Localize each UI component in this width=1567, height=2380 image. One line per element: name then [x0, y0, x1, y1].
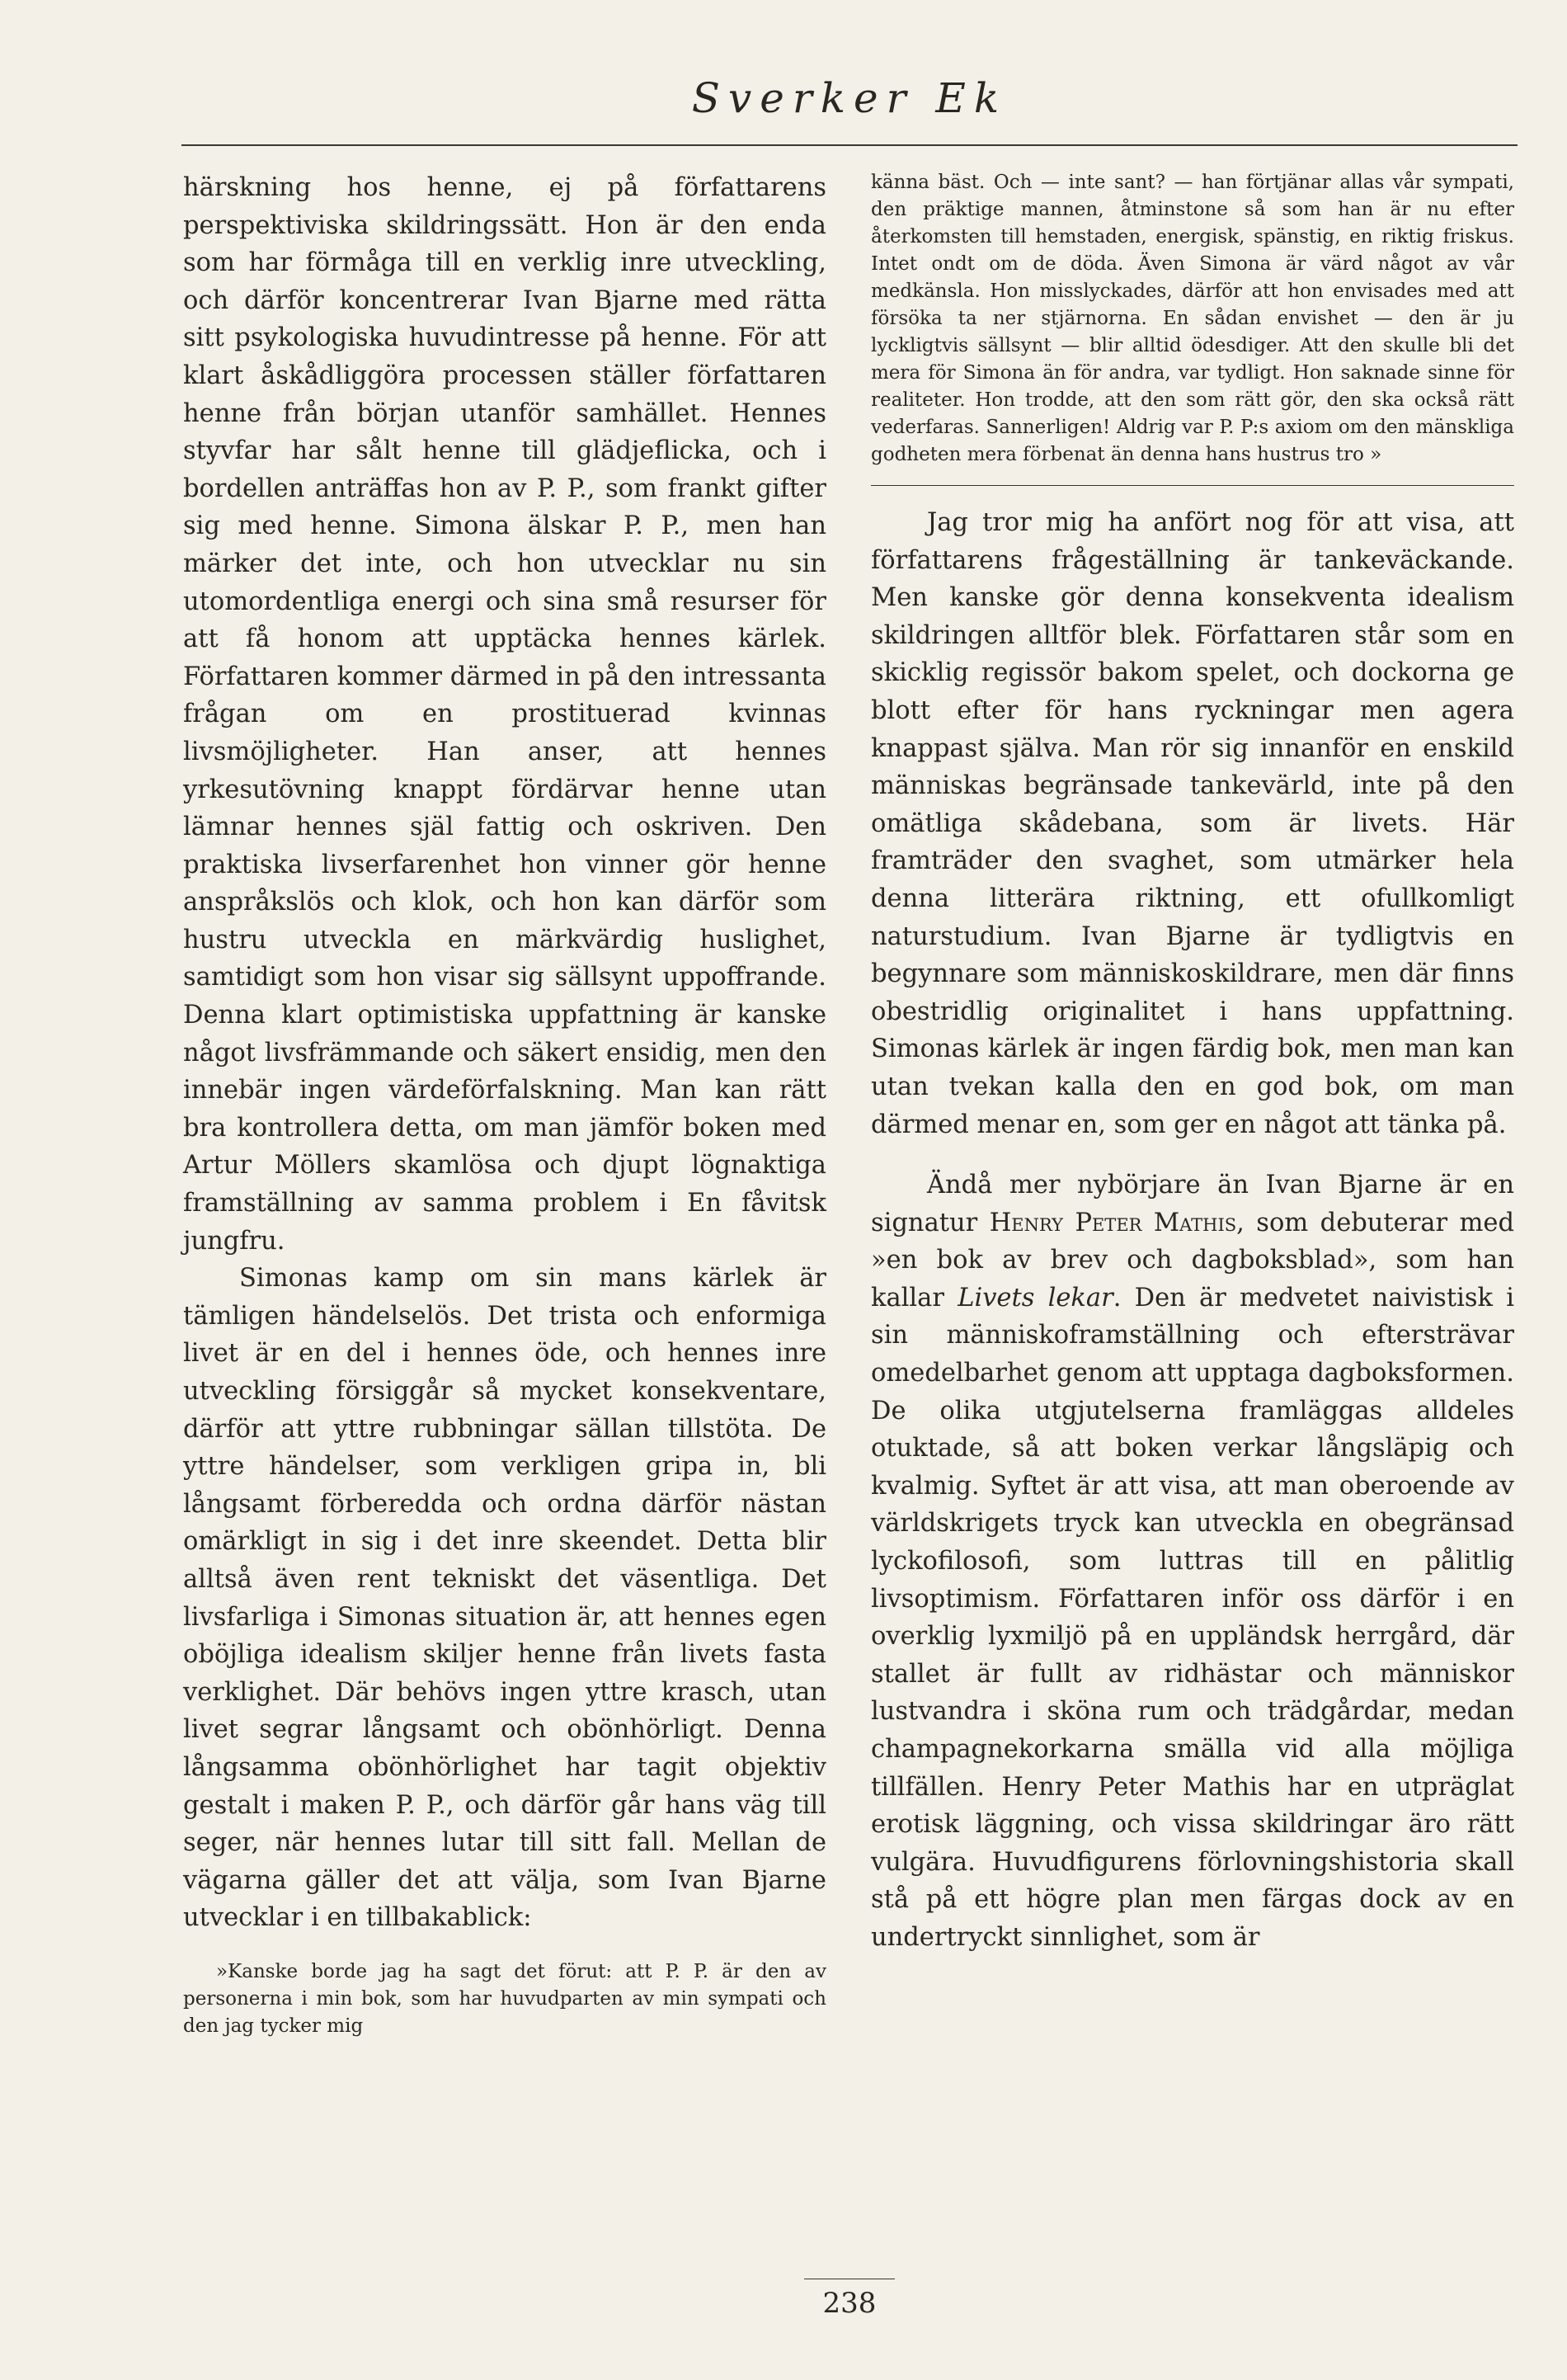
right-quote: känna bäst. Och — inte sant? — han förtjänar allas vår sympati, den präktige mannen, åtminstone så som han är nu efter återkomsten till hemstaden, energisk, spänstig, en riktig friskus. Intet ondt om de döda. Även Simona är värd något av vår medkänsla. Hon misslyckades, därför att hon envisades med att försöka ta ner stjärnorna. En sådan envishet — den är ju lyckligtvis sällsynt — blir alltid ödesdiger. Att den skulle bli det mera för Simona än för andra, var tydligt. Hon saknade sinne för realiteter. Hon trodde, att den som rätt gör, den ska också rätt vederfaras. Sannerligen! Aldrig var P. P:s axiom om den mänskliga godheten mera förbenat än denna hans hustrus tro »: [871, 169, 1514, 486]
right-column: [871, 169, 1514, 1957]
paragraph-2-rest: . Den är medvetet naivistisk i sin människoframställning och eftersträvar omedelbarhet genom att upptaga dagboksformen. De olika utgjutelserna framläggas alldeles otuktade, så att boken verkar långsläpig och kvalmig. Syftet är att visa, att man oberoende av världskrigets tryck kan utveckla en obegränsad lyckofilosofi, som luttras till en pålitlig livsoptimism. Författaren inför oss därför i en overklig lyxmiljö på en uppländsk herrgård, där stallet är fullt av ridhästar och människor lustvandra i sköna rum och trädgårdar, medan champagnekorkarna smälla vid alla möjliga tillfällen. Henry Peter Mathis har en utpräglat erotisk läggning, och vissa skildringar äro rätt vulgära. Huvudfigurens förlovningshistoria skall stå på ett högre plan men färgas dock av en undertryckt sinnlighet, som är: [871, 1283, 1514, 1952]
author-name: Henry Peter Mathis: [989, 1208, 1237, 1237]
left-paragraph-2: Simonas kamp om sin mans kärlek är tämligen händelselös. Det trista och enformiga livet är en del i hennes öde, och hennes inre utveckling försiggår så mycket konsekventare, därför att yttre rubbningar sällan tillstöta. De yttre händelser, som verkligen gripa in, bli långsamt förberedda och ordna därför nästan omärkligt in sig i det inre skeendet. Detta blir alltså även rent tekniskt det väsentliga. Det livsfarliga i Simonas situation är, att hennes egen oböjliga idealism skiljer henne från livets fasta verklighet. Där behövs ingen yttre krasch, utan livet segrar långsamt och obönhörligt. Denna långsamma obönhörlighet har tagit objektiv gestalt i maken P. P., och därför går hans väg till seger, när hennes lutar till sitt fall. Mellan de vägarna gäller det att välja, som Ivan Bjarne utvecklar i en tillbakablick:: [183, 1264, 826, 1933]
running-header: [181, 74, 1518, 140]
header-title: Sverker Ek: [691, 74, 1008, 122]
left-column: [183, 169, 826, 2040]
paragraph-2-middle: , som debuterar med »en bok av brev och dagboksblad», som han kallar: [871, 1208, 1514, 1313]
left-paragraph-1: härskning hos henne, ej på författarens perspektiviska skildringssätt. Hon är den enda som har förmåga till en verklig inre utveckling, och därför koncentrerar Ivan Bjarne med rätta sitt psykologiska huvudintresse på henne. För att klart åskådliggöra processen ställer författaren henne från början utanför samhället. Hennes styvfar har sålt henne till glädjeflicka, och i bordellen anträffas hon av P. P., som frankt gifter sig med henne. Simona älskar P. P., men han märker det inte, och hon utvecklar nu sin utomordentliga energi och sina små resurser för att få honom att upptäcka hennes kärlek. Författaren kommer därmed in på den intressanta frågan om en prostituerad kvinnas livsmöjligheter. Han anser, att hennes yrkesutövning knappt fördärvar henne utan lämnar hennes själ fattig och oskriven. Den praktiska livserfarenhet hon vinner gör henne anspråkslös och klok, och hon kan därför som hustru utveckla en märkvärdig huslighet, samtidigt som hon visar sig sällsynt uppoffrande. Denna klart optimistiska uppfattning är kanske något livsfrämmande och säkert ensidig, men den innebär ingen värdeförfalskning. Man kan rätt bra kontrollera detta, om man jämför boken med Artur Möllers skamlösa och djupt lögnaktiga framställning av samma problem i En fåvitsk jungfru.: [183, 173, 826, 1256]
book-title: Livets lekar: [958, 1283, 1113, 1313]
left-quote: »Kanske borde jag ha sagt det förut: att P. P. är den av personerna i min bok, som har huvudparten av min sympati och den jag tycker mig: [183, 1960, 826, 2037]
paragraph-gap: [871, 1143, 1514, 1166]
paragraph-2-intro: Ändå mer nybörjare än Ivan Bjarne är en signatur: [871, 1171, 1514, 1237]
right-paragraph-2: [871, 1166, 1514, 1956]
header-rule: [181, 144, 1518, 146]
right-paragraph-1: Jag tror mig ha anfört nog för att visa, att författarens frågeställning är tankeväckande. Men kanske gör denna konsekventa idealism skildringen alltför blek. Författaren står som en skicklig regissör bakom spelet, och dockorna ge blott efter för hans ryckningar men agera knappast själva. Man rör sig innanför en enskild människas begränsade tankevärld, inte på den omätliga skådebana, som är livets. Här framträder den svaghet, som utmärker hela denna litterära riktning, ett ofullkomligt naturstudium. Ivan Bjarne är tydligtvis en begynnare som människoskildrare, men där finns obestridlig originalitet i hans uppfattning. Simonas kärlek är ingen färdig bok, men man kan utan tvekan kalla den en god bok, om man därmed menar en, som ger en något att tänka på.: [871, 508, 1514, 1139]
page-number: 238: [822, 2287, 877, 2320]
